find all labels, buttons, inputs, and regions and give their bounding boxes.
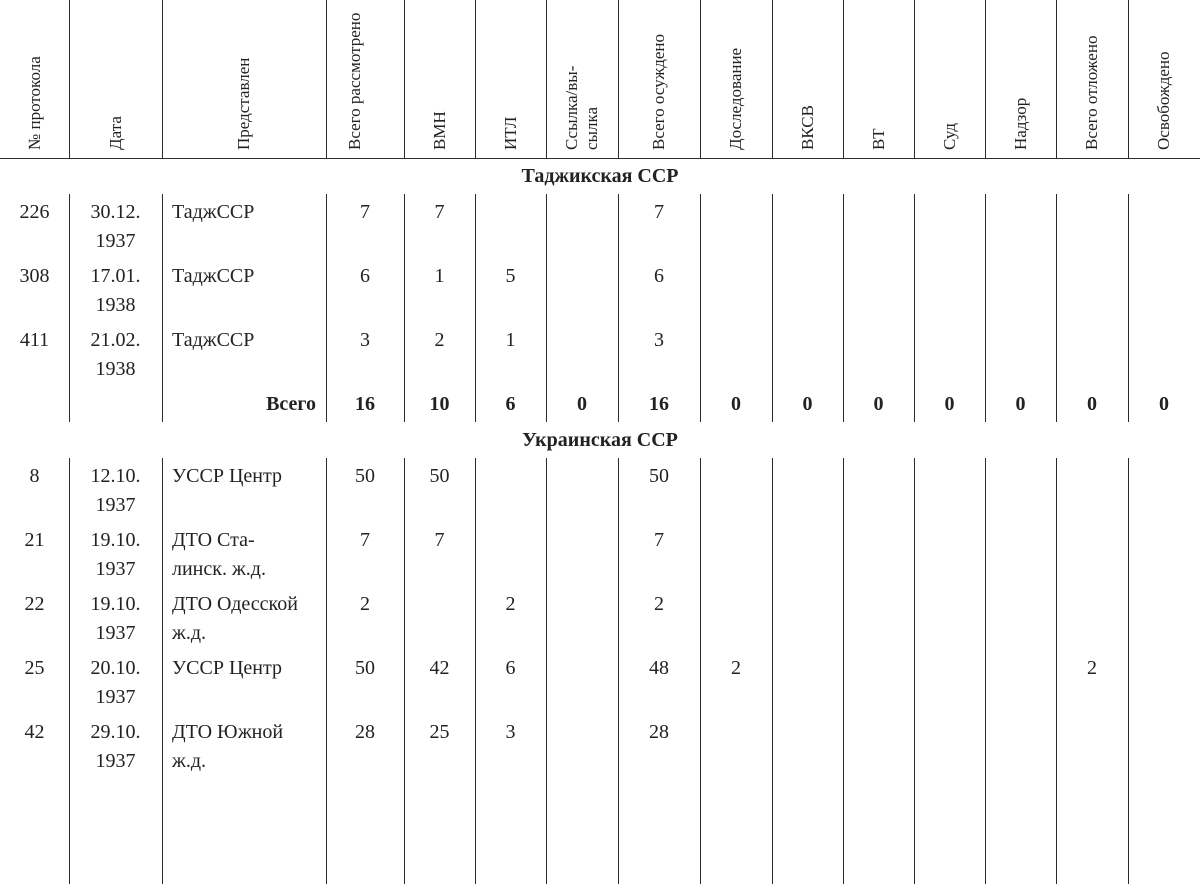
grid-line-vertical [843,0,844,158]
column-header-convicted [618,0,700,158]
section-title: Таджикская ССР [521,165,679,187]
column-header-label: ВКСВ [797,105,817,150]
grid-line-vertical [404,0,405,158]
cell-represented: ДТО Ста- [172,529,255,551]
cell-vmn: 42 [429,657,450,679]
grid-line-vertical [69,458,70,884]
column-header-postponed [1056,0,1128,158]
totals-released: 0 [1159,393,1169,415]
column-header-date [69,0,162,158]
grid-line-vertical [1128,458,1129,884]
cell-postponed: 2 [1087,657,1097,679]
section-title: Украинская ССР [522,429,678,451]
cell-convicted: 28 [649,721,669,743]
cell-represented-line2: ж.д. [172,622,206,644]
column-header-label: Дата [105,116,125,150]
grid-line-vertical [404,458,405,884]
column-header-total [326,0,404,158]
column-header-label: Ссылка/вы-сылка [562,65,601,150]
grid-line-vertical [546,194,547,422]
cell-itl: 5 [505,265,516,287]
column-header-label: ИТЛ [500,116,520,150]
grid-line-vertical [162,458,163,884]
cell-vmn: 7 [434,529,445,551]
cell-date-year: 1937 [95,622,136,644]
cell-represented: ДТО Южной [172,721,284,743]
cell-convicted: 6 [654,265,664,287]
column-header-label: ВМН [429,111,449,150]
grid-line-vertical [475,458,476,884]
column-header-vksv [772,0,843,158]
grid-line-vertical [843,458,844,884]
grid-line-vertical [162,194,163,422]
cell-itl: 6 [505,657,516,679]
cell-date: 29.10. [90,721,141,743]
cell-itl: 1 [505,329,516,351]
cell-vmn: 25 [429,721,450,743]
grid-line-vertical [326,458,327,884]
totals-postponed: 0 [1087,393,1097,415]
totals-vksv: 0 [802,393,813,415]
cell-date: 30.12. [90,201,141,223]
cell-itl: 2 [505,593,516,615]
totals-label: Всего [266,393,316,415]
grid-line-vertical [914,458,915,884]
grid-line-vertical [546,458,547,884]
cell-date-year: 1937 [95,750,136,772]
cell-convicted: 48 [649,657,669,679]
column-header-itl [475,0,546,158]
grid-line-vertical [772,0,773,158]
grid-line-vertical [326,194,327,422]
grid-line-vertical [618,0,619,158]
grid-line-vertical [914,194,915,422]
cell-total: 6 [360,265,370,287]
column-header-reinv [700,0,772,158]
grid-line-vertical [772,458,773,884]
grid-line-vertical [618,194,619,422]
grid-line-vertical [772,194,773,422]
column-header-label: Доследование [726,47,745,150]
cell-convicted: 7 [654,529,664,551]
cell-vmn: 7 [434,201,445,223]
cell-protocol-number: 308 [19,265,50,287]
column-header-court [914,0,985,158]
grid-line-vertical [1056,194,1057,422]
cell-represented: УССР Центр [172,657,282,679]
totals-reinv: 0 [731,393,741,415]
cell-convicted: 7 [654,201,664,223]
cell-total: 50 [355,657,375,679]
cell-represented: УССР Центр [172,465,282,487]
column-header-label: № протокола [24,56,44,150]
grid-line-vertical [69,194,70,422]
cell-protocol-number: 42 [24,721,45,743]
grid-line-vertical [985,0,986,158]
grid-line-vertical [843,194,844,422]
grid-line-vertical [700,0,701,158]
column-header-vt [843,0,914,158]
cell-total: 50 [355,465,375,487]
column-header-released [1128,0,1200,158]
grid-line-vertical [404,194,405,422]
grid-line-vertical [69,0,70,158]
grid-line-vertical [475,0,476,158]
cell-date-year: 1938 [95,294,136,316]
cell-vmn: 2 [434,329,445,351]
cell-protocol-number: 22 [24,593,45,615]
grid-line-vertical [1128,194,1129,422]
cell-date-year: 1937 [95,230,136,252]
cell-total: 7 [360,201,370,223]
column-header-exile [546,0,618,158]
cell-represented: ТаджССР [172,329,255,351]
cell-represented: ТаджССР [172,265,255,287]
cell-date: 21.02. [90,329,141,351]
column-header-rep [162,0,326,158]
grid-line-vertical [1128,0,1129,158]
cell-date: 12.10. [90,465,141,487]
cell-date-year: 1938 [95,358,136,380]
grid-line-vertical [1056,0,1057,158]
cell-protocol-number: 25 [24,657,45,679]
cell-reinv: 2 [731,657,741,679]
cell-total: 2 [360,593,370,615]
totals-convicted: 16 [649,393,669,415]
cell-total: 7 [360,529,370,551]
column-header-label: Представлен [234,57,253,150]
grid-line-vertical [700,194,701,422]
cell-date: 19.10. [90,593,141,615]
cell-convicted: 2 [654,593,664,615]
grid-line-vertical [162,0,163,158]
totals-total: 16 [355,393,375,415]
grid-line-vertical [985,194,986,422]
column-header-label: Всего рассмотрено [345,12,364,150]
grid-line-vertical [618,458,619,884]
cell-represented-line2: ж.д. [172,750,206,772]
cell-protocol-number: 226 [19,201,50,223]
totals-nadzor: 0 [1015,393,1026,415]
column-header-no [0,0,69,158]
column-header-label: Надзор [1010,97,1030,150]
cell-convicted: 50 [649,465,669,487]
totals-exile: 0 [577,393,587,415]
cell-date: 17.01. [90,265,141,287]
column-header-label: Всего отложено [1082,35,1101,150]
column-header-label: Освобождено [1154,51,1173,150]
cell-date-year: 1937 [95,558,136,580]
grid-line-vertical [700,458,701,884]
grid-line-vertical [326,0,327,158]
cell-date-year: 1937 [95,494,136,516]
grid-line-vertical [1056,458,1057,884]
cell-total: 28 [355,721,375,743]
cell-itl: 3 [505,721,516,743]
totals-vmn: 10 [429,393,450,415]
cell-represented-line2: линск. ж.д. [172,558,266,580]
cell-convicted: 3 [654,329,664,351]
cell-protocol-number: 21 [24,529,45,551]
cell-protocol-number: 8 [29,465,40,487]
column-header-label: Всего осуждено [649,34,668,150]
totals-court: 0 [944,393,955,415]
totals-vt: 0 [873,393,884,415]
cell-date-year: 1937 [95,686,136,708]
grid-line-vertical [546,0,547,158]
cell-represented: ТаджССР [172,201,255,223]
column-header-label: ВТ [868,128,888,150]
cell-total: 3 [360,329,370,351]
column-header-nadzor [985,0,1056,158]
cell-represented: ДТО Одесской [172,593,298,615]
grid-line-vertical [985,458,986,884]
totals-itl: 6 [505,393,516,415]
cell-date: 20.10. [90,657,141,679]
grid-line-vertical [914,0,915,158]
cell-vmn: 50 [429,465,450,487]
column-header-vmn [404,0,475,158]
cell-date: 19.10. [90,529,141,551]
cell-protocol-number: 411 [19,329,50,351]
column-header-label: Суд [939,123,959,150]
cell-vmn: 1 [434,265,445,287]
grid-line-vertical [475,194,476,422]
